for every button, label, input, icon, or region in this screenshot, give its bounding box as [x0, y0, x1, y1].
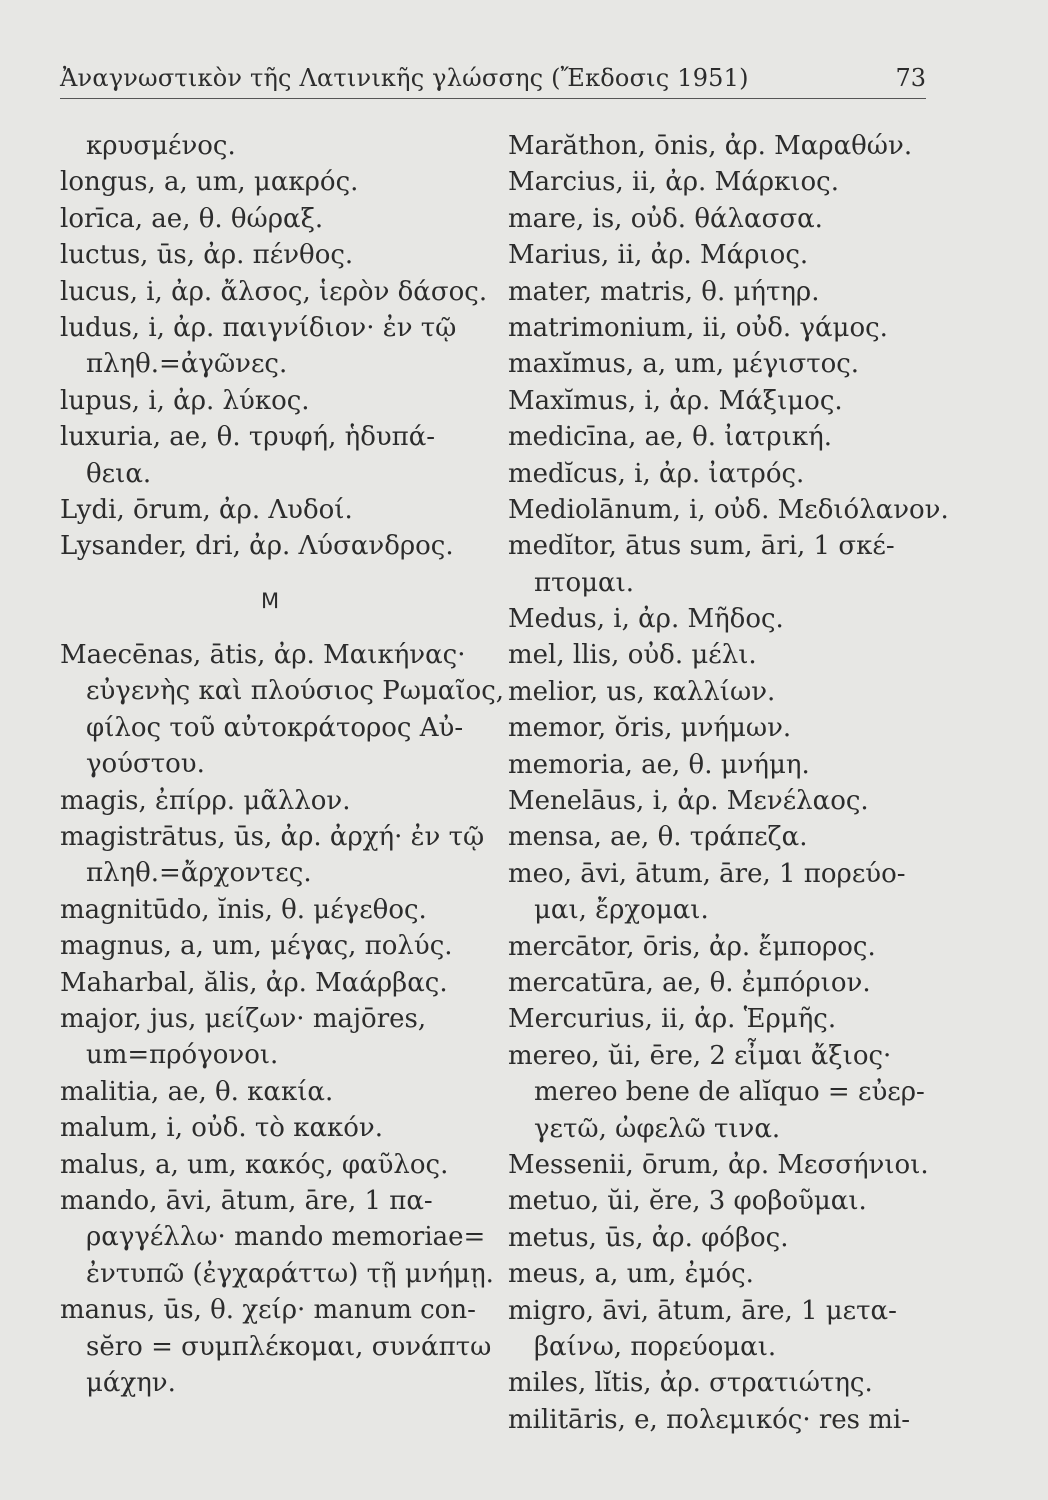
- dictionary-line: mater, matris, θ. μήτηρ.: [508, 276, 820, 307]
- dictionary-line: Marăthon, ōnis, ἀρ. Μαραθών.: [508, 131, 913, 161]
- dictionary-line: mercatūra, ae, θ. ἐμπόριον.: [508, 967, 871, 998]
- dictionary-line: magistrātus, ūs, ἀρ. ἀρχή· ἐν τῷ: [60, 822, 485, 853]
- dictionary-line: εὐγενὴς καὶ πλούσιος Ρωμαῖος,: [86, 676, 505, 707]
- dictionary-line: medĭcus, i, ἀρ. ἰατρός.: [508, 458, 805, 489]
- dictionary-line: φίλος τοῦ αὐτοκράτορος Αὐ-: [86, 712, 464, 743]
- dictionary-line: major, jus, μείζων· majōres,: [60, 1003, 427, 1034]
- dictionary-line: matrimonium, ii, οὐδ. γάμος.: [508, 312, 888, 343]
- dictionary-line: magnitūdo, ĭnis, θ. μέγεθος.: [60, 894, 427, 925]
- dictionary-line: malum, i, οὐδ. τὸ κακόν.: [60, 1113, 383, 1144]
- dictionary-line: miles, lĭtis, ἀρ. στρατιώτης.: [508, 1368, 873, 1399]
- page-number: 73: [895, 64, 926, 92]
- dictionary-line: memor, ŏris, μνήμων.: [508, 713, 792, 744]
- dictionary-line: lucus, i, ἀρ. ἄλσος, ἱερὸν δάσος.: [60, 276, 488, 307]
- dictionary-line: militāris, e, πολεμικός· res mi-: [508, 1404, 911, 1435]
- dictionary-line: mel, llis, οὐδ. μέλι.: [508, 640, 757, 671]
- dictionary-line: Maharbal, ălis, ἀρ. Μαάρβας.: [60, 967, 448, 998]
- dictionary-line: Menelāus, i, ἀρ. Μενέλαος.: [508, 786, 869, 817]
- dictionary-line: memoria, ae, θ. μνήμη.: [508, 749, 810, 780]
- section-gap: [60, 565, 480, 583]
- dictionary-line: metuo, ŭi, ĕre, 3 φοβοῦμαι.: [508, 1186, 867, 1217]
- dictionary-line: Lydi, ōrum, ἀρ. Λυδοί.: [60, 494, 353, 525]
- dictionary-line: γετῶ, ὠφελῶ τινα.: [534, 1113, 781, 1144]
- dictionary-line: ἐντυπῶ (ἐγχαράττω) τῇ μνήμῃ.: [86, 1258, 494, 1289]
- dictionary-line: θεια.: [86, 458, 152, 489]
- dictionary-line: medĭtor, ātus sum, āri, 1 σκέ-: [508, 531, 895, 562]
- dictionary-line: metus, ūs, ἀρ. φόβος.: [508, 1222, 789, 1253]
- dictionary-line: luctus, ūs, ἀρ. πένθος.: [60, 240, 354, 271]
- dictionary-line: ραγγέλλω· mando memoriae=: [86, 1222, 486, 1253]
- section-gap: [60, 619, 480, 637]
- dictionary-line: κρυσμένος.: [86, 131, 236, 161]
- dictionary-line: mando, āvi, ātum, āre, 1 πα-: [60, 1185, 433, 1216]
- dictionary-line: longus, a, um, μακρός.: [60, 167, 359, 198]
- dictionary-line: lorīca, ae, θ. θώραξ.: [60, 203, 324, 234]
- dictionary-line: malitia, ae, θ. κακία.: [60, 1076, 334, 1107]
- dictionary-line: Mediolānum, i, οὐδ. Μεδιόλανον.: [508, 494, 949, 525]
- dictionary-line: mare, is, οὐδ. θάλασσα.: [508, 203, 823, 234]
- dictionary-line: sĕro = συμπλέκομαι, συνάπτω: [86, 1331, 492, 1362]
- dictionary-line: Medus, i, ἀρ. Μῆδος.: [508, 604, 784, 635]
- header-title: Ἀναγνωστικὸν τῆς Λατινικῆς γλώσσης (Ἔκδοσις 1951): [60, 64, 749, 92]
- dictionary-line: ludus, i, ἀρ. παιγνίδιον· ἐν τῷ: [60, 312, 457, 343]
- dictionary-line: maxĭmus, a, um, μέγιστος.: [508, 349, 860, 380]
- dictionary-line: malus, a, um, κακός, φαῦλος.: [60, 1149, 449, 1180]
- dictionary-line: γούστου.: [86, 749, 205, 780]
- dictionary-line: mercātor, ōris, ἀρ. ἔμπορος.: [508, 931, 876, 962]
- dictionary-line: magis, ἐπίρρ. μᾶλλον.: [60, 785, 351, 816]
- dictionary-line: μαι, ἔρχομαι.: [534, 895, 709, 926]
- dictionary-line: Maecēnas, ātis, ἀρ. Μαικήνας·: [60, 640, 466, 671]
- dictionary-line: Lysander, dri, ἀρ. Λύσανδρος.: [60, 531, 454, 562]
- dictionary-line: meo, āvi, ātum, āre, 1 πορεύο-: [508, 858, 906, 889]
- dictionary-line: Mercurius, ii, ἀρ. Ἑρμῆς.: [508, 1004, 837, 1035]
- dictionary-line: migro, āvi, ātum, āre, 1 μετα-: [508, 1295, 897, 1326]
- running-header: [60, 58, 926, 99]
- dictionary-line: melior, us, καλλίων.: [508, 676, 776, 707]
- section-letter-heading: Μ: [260, 588, 280, 613]
- dictionary-line: πληθ.=ἄρχοντες.: [86, 858, 312, 889]
- dictionary-line: Maxĭmus, i, ἀρ. Μάξιμος.: [508, 385, 843, 416]
- dictionary-line: Marcius, ii, ἀρ. Μάρκιος.: [508, 167, 839, 198]
- dictionary-line: medicīna, ae, θ. ἰατρική.: [508, 422, 832, 453]
- dictionary-line: μάχην.: [86, 1367, 176, 1398]
- dictionary-line: πτομαι.: [534, 567, 635, 598]
- dictionary-line: magnus, a, um, μέγας, πολύς.: [60, 931, 453, 962]
- dictionary-line: Marius, ii, ἀρ. Μάριος.: [508, 240, 809, 271]
- dictionary-line: lupus, i, ἀρ. λύκος.: [60, 385, 310, 416]
- dictionary-line: mereo bene de alĭquo = εὐερ-: [534, 1077, 925, 1108]
- dictionary-line: mensa, ae, θ. τράπεζα.: [508, 822, 808, 853]
- dictionary-line: Messenii, ōrum, ἀρ. Μεσσήνιοι.: [508, 1149, 929, 1180]
- dictionary-line: πληθ.=ἀγῶνες.: [86, 349, 288, 380]
- dictionary-line: mereo, ŭi, ēre, 2 εἶμαι ἄξιος·: [508, 1040, 892, 1071]
- left-column: [60, 128, 505, 1401]
- dictionary-line: manus, ūs, θ. χείρ· manum con-: [60, 1295, 476, 1326]
- right-column: [508, 128, 949, 1438]
- dictionary-line: um=πρόγονοι.: [86, 1040, 279, 1071]
- dictionary-line: βαίνω, πορεύομαι.: [534, 1331, 777, 1362]
- dictionary-line: luxuria, ae, θ. τρυφή, ἡδυπά-: [60, 422, 436, 453]
- dictionary-line: meus, a, um, ἐμός.: [508, 1259, 754, 1290]
